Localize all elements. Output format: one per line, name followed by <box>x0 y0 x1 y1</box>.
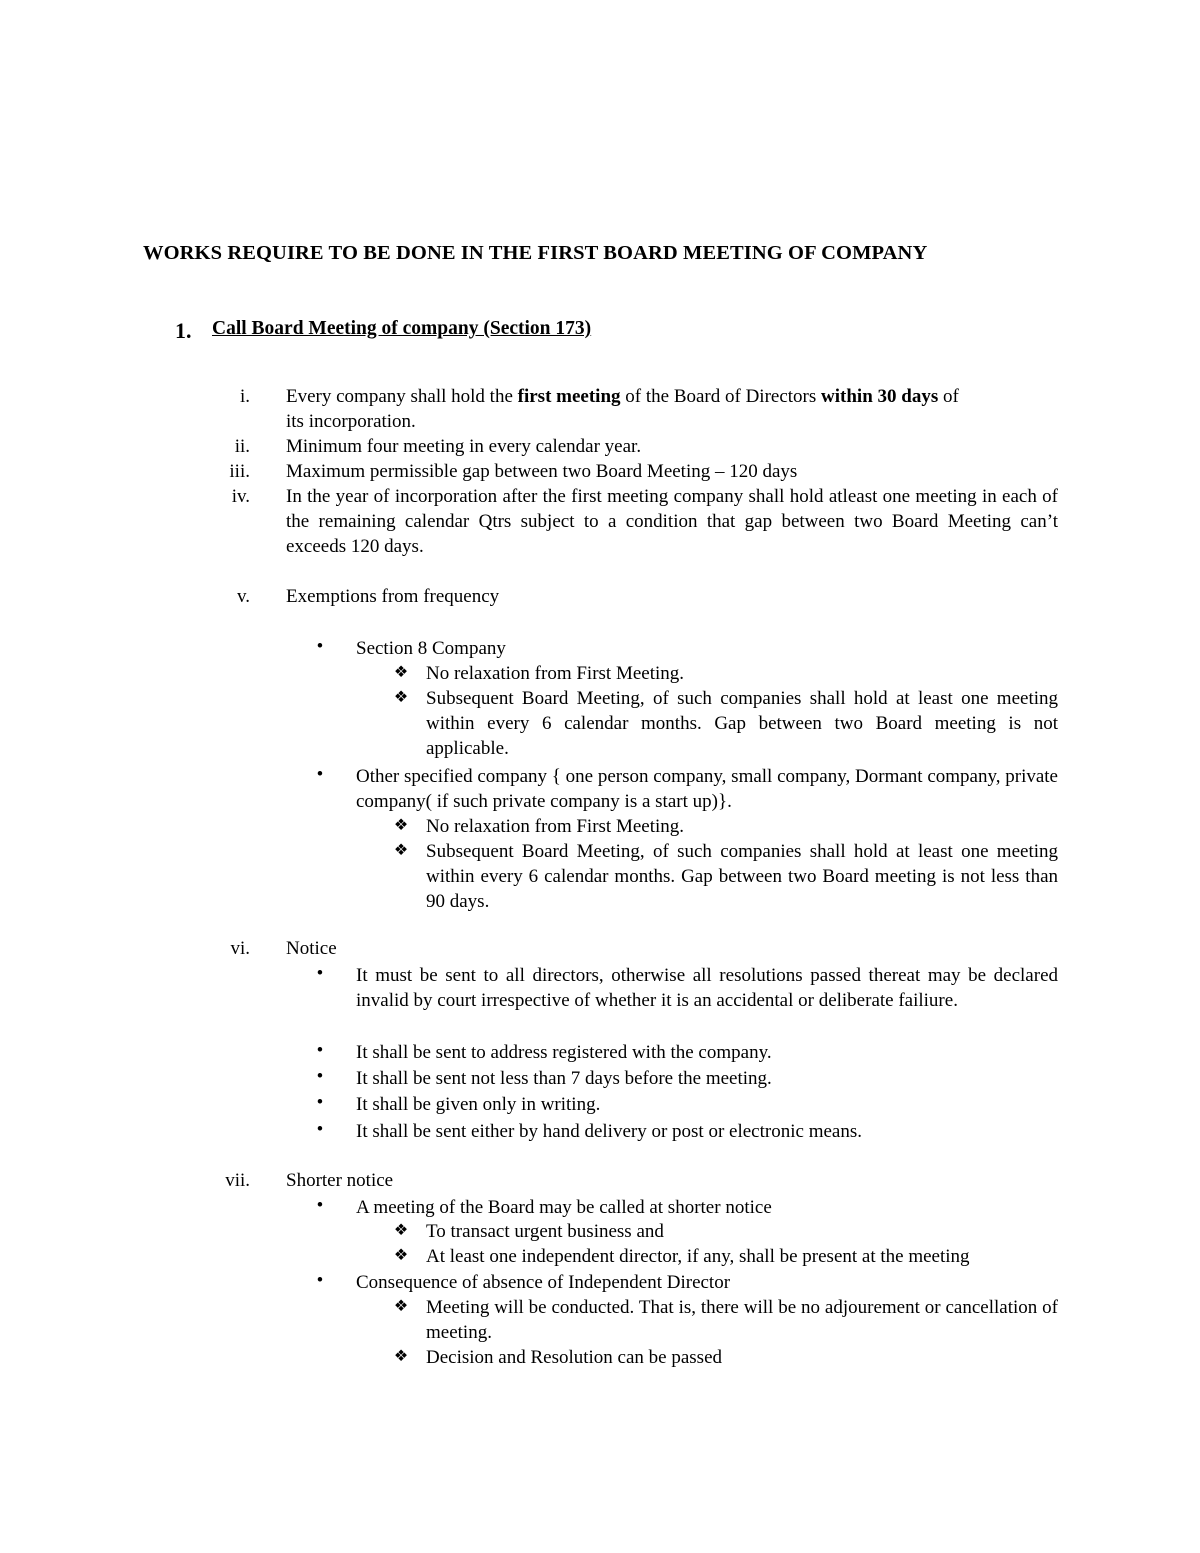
section-heading: Call Board Meeting of company (Section 173) <box>212 318 592 339</box>
item-i-bold-first-meeting: first meeting <box>517 386 621 407</box>
item-vii-bullet-2-sub-1: Meeting will be conducted. That is, there will be no adjourement or cancellation of meeting. <box>426 1297 1058 1343</box>
item-i-bold-within-30-days: within 30 days <box>821 386 939 407</box>
item-vii-bullet-2-sub-2: Decision and Resolution can be passed <box>426 1347 723 1368</box>
item-i-text: of the Board of Directors <box>620 386 822 407</box>
diamond-bullet-icon: ❖ <box>393 842 409 859</box>
bullet-icon: • <box>316 764 324 785</box>
item-v-bullet-2-sub-1: No relaxation from First Meeting. <box>426 816 685 837</box>
item-v-text: Exemptions from frequency <box>286 586 500 607</box>
bullet-icon: • <box>316 636 324 657</box>
item-i-line1 <box>286 384 959 409</box>
item-iv-text: In the year of incorporation after the first meeting company shall hold atleast one meeting in each of the remaining calendar Qtrs subject to a condition that gap between two Board Meeting can’t exceeds 120 days. <box>286 486 1058 557</box>
item-i-text: Every company shall hold the <box>286 386 518 407</box>
item-vii-bullet-1-sub-2: At least one independent director, if any, shall be present at the meeting <box>426 1246 970 1267</box>
document-title: WORKS REQUIRE TO BE DONE IN THE FIRST BOARD MEETING OF COMPANY <box>143 242 928 264</box>
item-vii-text: Shorter notice <box>286 1170 394 1191</box>
item-vi-bullet-3: It shall be sent not less than 7 days before the meeting. <box>356 1068 772 1089</box>
item-v-bullet-1-sub-1: No relaxation from First Meeting. <box>426 663 685 684</box>
bullet-icon: • <box>316 1119 324 1140</box>
bullet-icon: • <box>316 1270 324 1291</box>
item-v-marker: v. <box>236 586 250 607</box>
diamond-bullet-icon: ❖ <box>393 1348 409 1365</box>
item-vi-bullet-1: It must be sent to all directors, otherwise all resolutions passed thereat may be declared invalid by court irrespective of whether it is an accidental or deliberate failiure. <box>356 965 1058 1011</box>
diamond-bullet-icon: ❖ <box>393 1222 409 1239</box>
item-iii-text: Maximum permissible gap between two Board Meeting – 120 days <box>286 461 798 482</box>
diamond-bullet-icon: ❖ <box>393 817 409 834</box>
item-ii-marker: ii. <box>234 436 250 457</box>
diamond-bullet-icon: ❖ <box>393 1247 409 1264</box>
item-iii-marker: iii. <box>229 461 250 482</box>
item-v-bullet-2: Other specified company { one person company, small company, Dormant company, private company( if such private company is a start up)}. <box>356 766 1058 812</box>
item-v-bullet-1: Section 8 Company <box>356 638 506 659</box>
item-vi-bullet-4: It shall be given only in writing. <box>356 1094 601 1115</box>
item-ii-text: Minimum four meeting in every calendar year. <box>286 436 642 457</box>
item-vii-marker: vii. <box>225 1170 250 1191</box>
item-i-text: of <box>938 386 959 407</box>
item-vi-text: Notice <box>286 938 337 959</box>
item-vii-bullet-2: Consequence of absence of Independent Director <box>356 1272 731 1293</box>
section-number: 1. <box>175 318 192 343</box>
diamond-bullet-icon: ❖ <box>393 664 409 681</box>
item-i-line2: its incorporation. <box>286 411 416 432</box>
item-vi-marker: vi. <box>230 938 250 959</box>
item-vi-bullet-5: It shall be sent either by hand delivery or post or electronic means. <box>356 1121 862 1142</box>
item-i-marker: i. <box>239 386 250 407</box>
diamond-bullet-icon: ❖ <box>393 1298 409 1315</box>
bullet-icon: • <box>316 963 324 984</box>
item-v-bullet-1-sub-2: Subsequent Board Meeting, of such companies shall hold at least one meeting within every 6 calendar months. Gap between two Board meeting is not applicable. <box>426 688 1058 759</box>
item-vii-bullet-1: A meeting of the Board may be called at shorter notice <box>356 1197 772 1218</box>
diamond-bullet-icon: ❖ <box>393 689 409 706</box>
bullet-icon: • <box>316 1195 324 1216</box>
item-iv-marker: iv. <box>231 486 250 507</box>
bullet-icon: • <box>316 1092 324 1113</box>
item-v-bullet-2-sub-2: Subsequent Board Meeting, of such companies shall hold at least one meeting within every 6 calendar months. Gap between two Board meeting is not less than 90 days. <box>426 841 1058 912</box>
bullet-icon: • <box>316 1040 324 1061</box>
item-vi-bullet-2: It shall be sent to address registered with the company. <box>356 1042 772 1063</box>
bullet-icon: • <box>316 1066 324 1087</box>
item-vii-bullet-1-sub-1: To transact urgent business and <box>426 1221 664 1242</box>
